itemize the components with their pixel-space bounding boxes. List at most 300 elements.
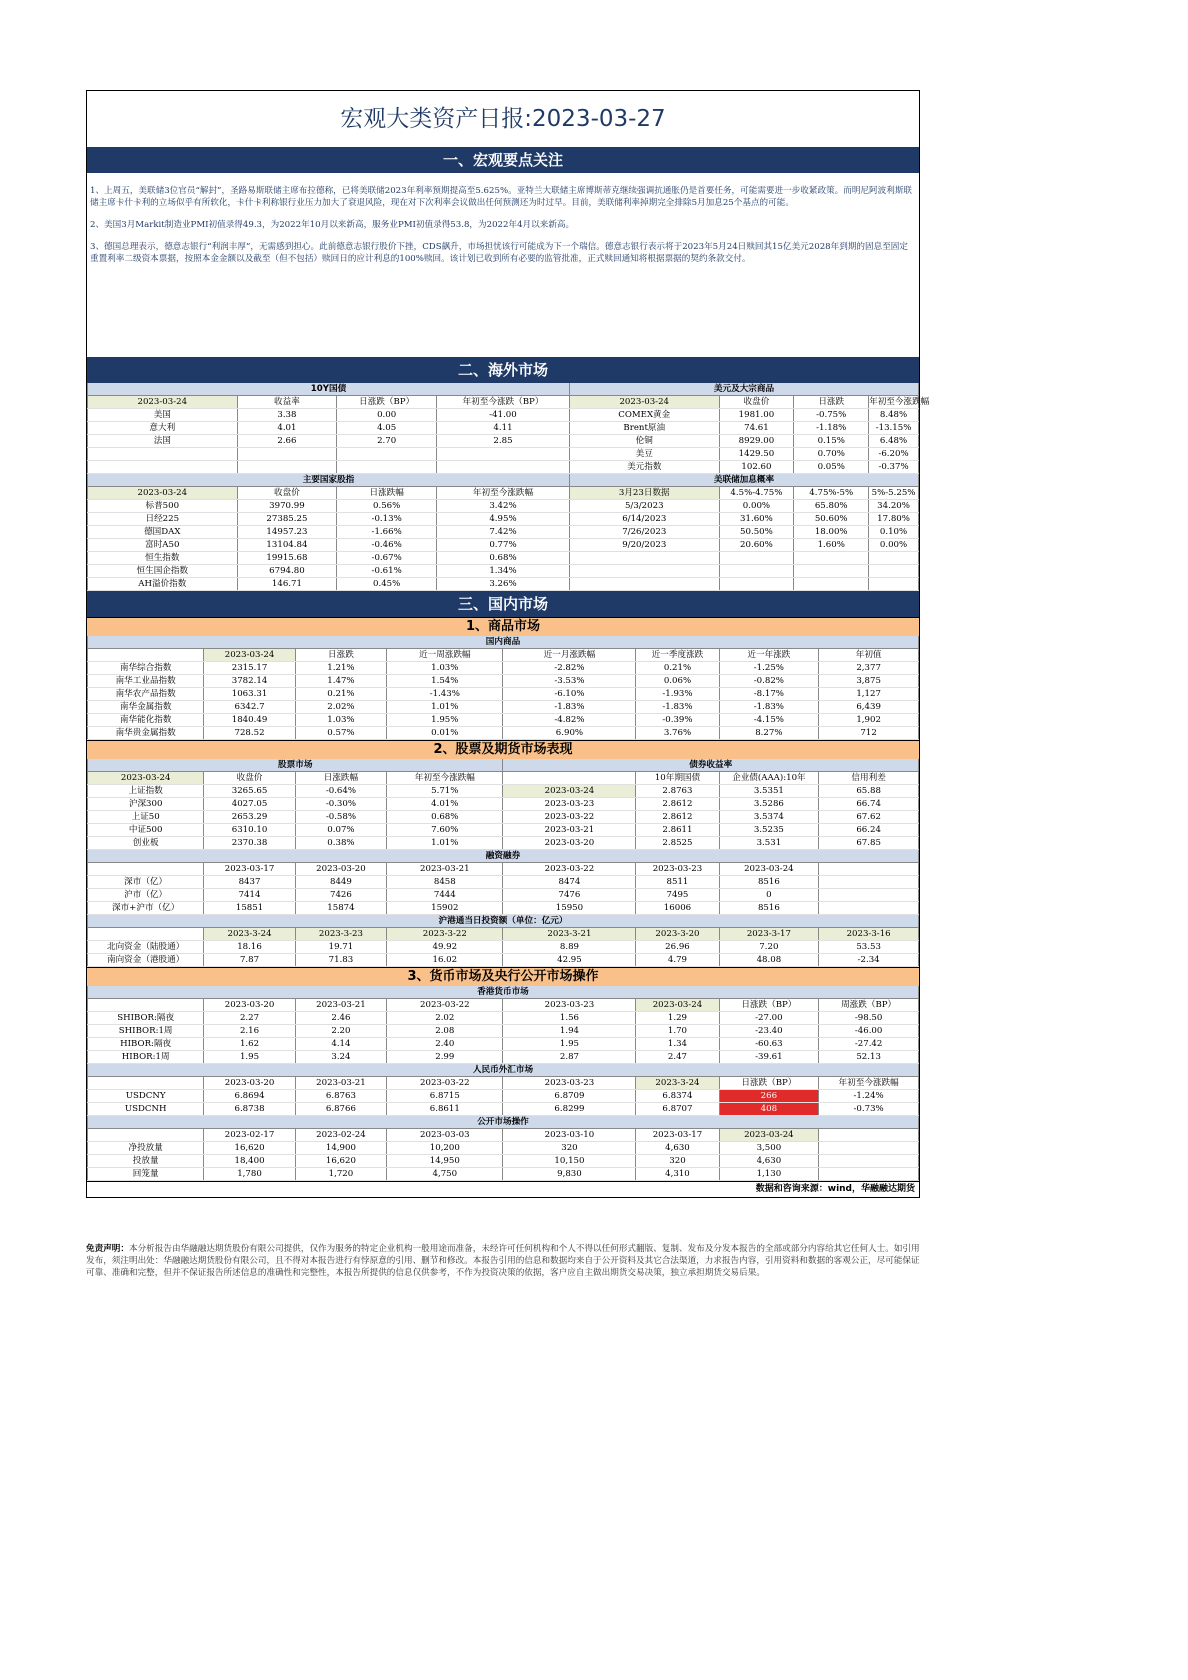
table-cell: 1.70 xyxy=(636,1025,719,1038)
column-header: 2023-03-10 xyxy=(503,1129,636,1142)
table-cell: 2.70 xyxy=(337,435,437,448)
stocks-bonds-table xyxy=(87,759,919,967)
table-cell: HIBOR:1周 xyxy=(88,1051,204,1064)
table-row xyxy=(88,1168,919,1181)
table-cell: 富时A50 xyxy=(88,539,238,552)
table-title-row xyxy=(88,383,919,396)
table-cell: 74.61 xyxy=(719,422,794,435)
table-cell: 1.56 xyxy=(503,1012,636,1025)
table-cell: 1.95% xyxy=(387,714,503,727)
table-cell: 日涨跌幅 xyxy=(337,487,437,500)
table-cell: 53.53 xyxy=(819,941,919,954)
table-cell xyxy=(437,448,570,461)
table-cell: 71.83 xyxy=(295,954,386,967)
table-cell: 7495 xyxy=(636,889,719,902)
table-cell: 4,630 xyxy=(719,1155,819,1168)
table-cell: -27.00 xyxy=(719,1012,819,1025)
table-cell: 1.95 xyxy=(204,1051,295,1064)
table-cell xyxy=(719,552,794,565)
table-cell: -1.43% xyxy=(387,688,503,701)
table-cell: 2.20 xyxy=(295,1025,386,1038)
column-header: 2023-3-21 xyxy=(503,928,636,941)
table-cell: 8474 xyxy=(503,876,636,889)
table-cell: 法国 xyxy=(88,435,238,448)
column-header xyxy=(88,863,204,876)
table-cell: USDCNY xyxy=(88,1090,204,1103)
table-cell: 2.8611 xyxy=(636,824,719,837)
table-cell: 2.8612 xyxy=(636,798,719,811)
table-cell: 2.08 xyxy=(387,1025,503,1038)
table-cell: 6.8299 xyxy=(503,1103,636,1116)
table-cell: 日经225 xyxy=(88,513,238,526)
table-cell: 2.99 xyxy=(387,1051,503,1064)
table-row xyxy=(88,409,919,422)
table-cell xyxy=(794,565,869,578)
table-cell: 52.13 xyxy=(819,1051,919,1064)
table-cell: 3.5351 xyxy=(719,785,819,798)
table-cell: 恒生国企指数 xyxy=(88,565,238,578)
table-cell: 6.8715 xyxy=(387,1090,503,1103)
table-cell: 16,620 xyxy=(204,1142,295,1155)
table-cell: 1.34 xyxy=(636,1038,719,1051)
table-cell: -0.64% xyxy=(295,785,386,798)
table-cell: 创业板 xyxy=(88,837,204,850)
table-cell: 8.48% xyxy=(869,409,919,422)
table-cell: 意大利 xyxy=(88,422,238,435)
table-cell: 1.62 xyxy=(204,1038,295,1051)
table-cell: 0.21% xyxy=(636,662,719,675)
column-header: 日涨跌 xyxy=(295,649,386,662)
table-cell: 日涨跌（BP） xyxy=(337,396,437,409)
table-cell: SHIBOR:1周 xyxy=(88,1025,204,1038)
table-cell: 16006 xyxy=(636,902,719,915)
table-cell: 2.8612 xyxy=(636,811,719,824)
table-title-row xyxy=(88,474,919,487)
table-cell: 0.56% xyxy=(337,500,437,513)
table-cell: 6.90% xyxy=(503,727,636,740)
table-cell: 67.62 xyxy=(819,811,919,824)
table-row xyxy=(88,876,919,889)
table-header-row xyxy=(88,396,919,409)
table-row xyxy=(88,1012,919,1025)
table-cell: 7.60% xyxy=(387,824,503,837)
table-cell: 18.16 xyxy=(204,941,295,954)
table-title: 沪港通当日投资额（单位：亿元） xyxy=(88,915,919,928)
money-market-table xyxy=(87,986,919,1181)
table-cell: 18,400 xyxy=(204,1155,295,1168)
report-title: 宏观大类资产日报:2023-03-27 xyxy=(340,106,666,132)
table-cell: 320 xyxy=(503,1142,636,1155)
table-row xyxy=(88,889,919,902)
table-title: 主要国家股指 xyxy=(88,474,570,487)
table-cell xyxy=(88,461,238,474)
table-cell: 美豆 xyxy=(569,448,719,461)
column-header xyxy=(88,1077,204,1090)
table-cell: -0.75% xyxy=(794,409,869,422)
table-title-row xyxy=(88,1064,919,1077)
table-cell: -0.30% xyxy=(295,798,386,811)
table-cell: 2.87 xyxy=(503,1051,636,1064)
table-cell: 中证500 xyxy=(88,824,204,837)
table-row xyxy=(88,513,919,526)
table-cell: -1.25% xyxy=(719,662,819,675)
table-row xyxy=(88,448,919,461)
column-header xyxy=(88,649,204,662)
table-cell: 0.68% xyxy=(437,552,570,565)
table-cell: 0.57% xyxy=(295,727,386,740)
table-cell: 3782.14 xyxy=(204,675,295,688)
table-cell: 0.07% xyxy=(295,824,386,837)
table-cell: 8458 xyxy=(387,876,503,889)
table-cell: 1981.00 xyxy=(719,409,794,422)
column-header: 2023-03-21 xyxy=(295,1077,386,1090)
table-cell: 14,900 xyxy=(295,1142,386,1155)
table-row xyxy=(88,941,919,954)
table-row xyxy=(88,565,919,578)
table-header-row xyxy=(88,999,919,1012)
table-cell: 2.46 xyxy=(295,1012,386,1025)
table-title: 股票市场 xyxy=(88,759,503,772)
table-cell: 2,377 xyxy=(819,662,919,675)
table-cell: 0.15% xyxy=(794,435,869,448)
table-cell: 4.11 xyxy=(437,422,570,435)
table-cell xyxy=(337,461,437,474)
column-header: 2023-03-20 xyxy=(204,1077,295,1090)
table-cell: -2.82% xyxy=(503,662,636,675)
table-row xyxy=(88,662,919,675)
table-cell: 0.05% xyxy=(794,461,869,474)
table-cell: 19915.68 xyxy=(237,552,337,565)
table-cell: 0.06% xyxy=(636,675,719,688)
table-title: 香港货币市场 xyxy=(88,986,919,999)
table-cell xyxy=(337,448,437,461)
table-cell: 年初至今涨跌（BP） xyxy=(437,396,570,409)
table-cell: 收盘价 xyxy=(719,396,794,409)
table-cell: 14,950 xyxy=(387,1155,503,1168)
table-title: 融资融券 xyxy=(88,850,919,863)
table-cell: 6.8763 xyxy=(295,1090,386,1103)
table-cell: 收益率 xyxy=(237,396,337,409)
table-cell: -0.46% xyxy=(337,539,437,552)
table-cell: 南华金属指数 xyxy=(88,701,204,714)
table-cell: 回笼量 xyxy=(88,1168,204,1181)
column-header: 2023-03-24 xyxy=(204,649,295,662)
table-cell: 10,200 xyxy=(387,1142,503,1155)
table-row xyxy=(88,714,919,727)
table-cell: 深市+沪市（亿） xyxy=(88,902,204,915)
table-cell: 67.85 xyxy=(819,837,919,850)
table-cell: 4.95% xyxy=(437,513,570,526)
table-cell xyxy=(869,565,919,578)
table-cell: COMEX黄金 xyxy=(569,409,719,422)
column-header: 10年期国债 xyxy=(636,772,719,785)
table-cell: SHIBOR:隔夜 xyxy=(88,1012,204,1025)
column-header: 2023-03-24 xyxy=(719,1129,819,1142)
table-cell: -1.18% xyxy=(794,422,869,435)
table-cell: -0.73% xyxy=(819,1103,919,1116)
table-cell: -60.63 xyxy=(719,1038,819,1051)
table-row xyxy=(88,1155,919,1168)
column-header: 日涨跌幅 xyxy=(295,772,386,785)
column-header: 2023-3-23 xyxy=(295,928,386,941)
table-cell: 德国DAX xyxy=(88,526,238,539)
table-cell: 1.34% xyxy=(437,565,570,578)
table-cell: -41.00 xyxy=(437,409,570,422)
table-cell: 7.87 xyxy=(204,954,295,967)
table-cell: 3,500 xyxy=(719,1142,819,1155)
table-header-row xyxy=(88,487,919,500)
column-header xyxy=(819,1129,919,1142)
table-cell: 2.8763 xyxy=(636,785,719,798)
column-header: 信用利差 xyxy=(819,772,919,785)
table-cell: 年初至今涨跌幅 xyxy=(437,487,570,500)
column-header: 近一季度涨跌 xyxy=(636,649,719,662)
table-cell: 146.71 xyxy=(237,578,337,591)
table-cell: -0.67% xyxy=(337,552,437,565)
table-cell: 66.74 xyxy=(819,798,919,811)
table-cell xyxy=(719,578,794,591)
table-title: 公开市场操作 xyxy=(88,1116,919,1129)
table-cell: 日涨跌 xyxy=(794,396,869,409)
table-cell xyxy=(237,461,337,474)
table-cell: 50.50% xyxy=(719,526,794,539)
report-sheet xyxy=(86,90,930,1198)
table-cell: USDCNH xyxy=(88,1103,204,1116)
table-cell: 1840.49 xyxy=(204,714,295,727)
table-cell: 0.21% xyxy=(295,688,386,701)
column-header: 2023-3-16 xyxy=(819,928,919,941)
table-cell: 15874 xyxy=(295,902,386,915)
table-cell xyxy=(819,876,919,889)
table-cell: 7.20 xyxy=(719,941,819,954)
table-cell: 31.60% xyxy=(719,513,794,526)
column-header: 2023-03-24 xyxy=(636,999,719,1012)
table-row xyxy=(88,954,919,967)
table-cell: 2.27 xyxy=(204,1012,295,1025)
table-title: 人民币外汇市场 xyxy=(88,1064,919,1077)
table-cell: 4.05 xyxy=(337,422,437,435)
table-cell: 6794.80 xyxy=(237,565,337,578)
table-cell: 3970.99 xyxy=(237,500,337,513)
table-cell: 2.8525 xyxy=(636,837,719,850)
table-cell: 27385.25 xyxy=(237,513,337,526)
table-cell: 19.71 xyxy=(295,941,386,954)
table-row xyxy=(88,824,919,837)
table-cell xyxy=(819,902,919,915)
column-header: 2023-02-24 xyxy=(295,1129,386,1142)
column-header: 2023-03-23 xyxy=(636,863,719,876)
table-cell: 3.42% xyxy=(437,500,570,513)
column-header: 2023-02-17 xyxy=(204,1129,295,1142)
table-cell: 1.01% xyxy=(387,701,503,714)
disclaimer-label: 免责声明： xyxy=(86,1244,129,1254)
column-header: 年初值 xyxy=(819,649,919,662)
table-cell: 1,902 xyxy=(819,714,919,727)
disclaimer xyxy=(86,1243,920,1279)
table-cell: 6.8707 xyxy=(636,1103,719,1116)
table-row xyxy=(88,902,919,915)
table-cell: 2653.29 xyxy=(204,811,295,824)
column-header: 日涨跌（BP） xyxy=(719,1077,819,1090)
table-cell: 年初至今涨跌幅 xyxy=(869,397,930,407)
column-header: 近一月涨跌幅 xyxy=(503,649,636,662)
table-cell: 14957.23 xyxy=(237,526,337,539)
table-cell xyxy=(819,1155,919,1168)
table-cell: -6.10% xyxy=(503,688,636,701)
table-cell: 6310.10 xyxy=(204,824,295,837)
table-cell: 1.54% xyxy=(387,675,503,688)
table-cell: 美国 xyxy=(88,409,238,422)
table-cell: 6.8611 xyxy=(387,1103,503,1116)
table-cell: 1.60% xyxy=(794,539,869,552)
column-header: 日涨跌（BP） xyxy=(719,999,819,1012)
table-cell: 4.01% xyxy=(387,798,503,811)
table-title-row xyxy=(88,759,919,772)
table-title-row xyxy=(88,986,919,999)
table-cell: -1.83% xyxy=(636,701,719,714)
table-cell: 15950 xyxy=(503,902,636,915)
table-title: 10Y国债 xyxy=(88,383,570,396)
table-cell: 16.02 xyxy=(387,954,503,967)
table-cell xyxy=(869,552,919,565)
table-header-row xyxy=(88,928,919,941)
table-cell: 2023-03-23 xyxy=(503,798,636,811)
table-cell: 南华工业品指数 xyxy=(88,675,204,688)
column-header: 2023-03-21 xyxy=(295,999,386,1012)
table-cell: 3.24 xyxy=(295,1051,386,1064)
table-row xyxy=(88,578,919,591)
table-row xyxy=(88,1038,919,1051)
domestic-commodity-table xyxy=(87,636,919,740)
section-overseas: 二、海外市场 xyxy=(87,357,919,383)
table-row xyxy=(88,688,919,701)
table-cell: 2.47 xyxy=(636,1051,719,1064)
table-cell xyxy=(569,565,719,578)
table-cell: 266 xyxy=(719,1090,819,1103)
table-cell: 20.60% xyxy=(719,539,794,552)
table-cell: 6.8709 xyxy=(503,1090,636,1103)
table-cell xyxy=(237,448,337,461)
table-cell: 3.76% xyxy=(636,727,719,740)
table-cell: 1.95 xyxy=(503,1038,636,1051)
table-cell: 66.24 xyxy=(819,824,919,837)
subsection-commodity: 1、商品市场 xyxy=(87,617,919,636)
column-header: 2023-03-22 xyxy=(503,863,636,876)
table-cell xyxy=(819,1168,919,1181)
table-title-row xyxy=(88,636,919,649)
table-cell: 2023-03-24 xyxy=(503,785,636,798)
table-cell: -98.50 xyxy=(819,1012,919,1025)
table-cell: 南华综合指数 xyxy=(88,662,204,675)
table-cell: 10,150 xyxy=(503,1155,636,1168)
table-cell: 15902 xyxy=(387,902,503,915)
table-cell: 7414 xyxy=(204,889,295,902)
table-cell: 0.77% xyxy=(437,539,570,552)
table-cell: 0.00% xyxy=(869,539,919,552)
table-cell: 1.29 xyxy=(636,1012,719,1025)
column-header xyxy=(88,1129,204,1142)
table-row xyxy=(88,675,919,688)
table-cell: 净投放量 xyxy=(88,1142,204,1155)
table-cell: 4.01 xyxy=(237,422,337,435)
subsection-money-market: 3、货币市场及央行公开市场操作 xyxy=(87,967,919,986)
table-cell xyxy=(794,578,869,591)
column-header: 2023-03-17 xyxy=(636,1129,719,1142)
table-cell: 2023-03-24 xyxy=(569,396,719,409)
table-cell: 1,720 xyxy=(295,1168,386,1181)
table-cell: 6,439 xyxy=(819,701,919,714)
table-cell: 南华能化指数 xyxy=(88,714,204,727)
table-cell: 8516 xyxy=(719,902,819,915)
table-cell: 7.42% xyxy=(437,526,570,539)
data-source: 数据和咨询来源：wind，华融融达期货 xyxy=(87,1181,919,1197)
column-header: 2023-3-22 xyxy=(387,928,503,941)
table-cell: 4.14 xyxy=(295,1038,386,1051)
table-cell: -6.20% xyxy=(869,448,919,461)
column-header: 2023-03-20 xyxy=(204,999,295,1012)
table-cell: 3.531 xyxy=(719,837,819,850)
table-cell: 2023-03-24 xyxy=(88,487,238,500)
table-cell: 7444 xyxy=(387,889,503,902)
table-title: 美联储加息概率 xyxy=(569,474,918,487)
table-row xyxy=(88,539,919,552)
table-cell: 0.38% xyxy=(295,837,386,850)
subsection-stocks-futures: 2、股票及期货市场表现 xyxy=(87,740,919,759)
table-row xyxy=(88,837,919,850)
table-cell: 0.68% xyxy=(387,811,503,824)
column-header: 2023-03-21 xyxy=(387,863,503,876)
table-cell: 收盘价 xyxy=(237,487,337,500)
table-cell: 3.5286 xyxy=(719,798,819,811)
table-row xyxy=(88,1142,919,1155)
table-cell: 65.88 xyxy=(819,785,919,798)
table-cell: 7476 xyxy=(503,889,636,902)
table-cell: 728.52 xyxy=(204,727,295,740)
table-row xyxy=(88,500,919,513)
table-cell: 2.40 xyxy=(387,1038,503,1051)
table-cell: -13.15% xyxy=(869,422,919,435)
table-cell: 0.01% xyxy=(387,727,503,740)
column-header xyxy=(819,863,919,876)
column-header: 2023-3-24 xyxy=(204,928,295,941)
table-cell: HIBOR:隔夜 xyxy=(88,1038,204,1051)
table-cell: 5%-5.25% xyxy=(869,487,919,500)
table-cell: 6.8374 xyxy=(636,1090,719,1103)
table-cell: 3,875 xyxy=(819,675,919,688)
table-cell: 6342.7 xyxy=(204,701,295,714)
table-header-row xyxy=(88,772,919,785)
table-cell: 49.92 xyxy=(387,941,503,954)
table-cell: 4,630 xyxy=(636,1142,719,1155)
table-cell: 0.00% xyxy=(719,500,794,513)
table-cell: 4,750 xyxy=(387,1168,503,1181)
table-row xyxy=(88,526,919,539)
table-cell: 102.60 xyxy=(719,461,794,474)
table-cell: -0.13% xyxy=(337,513,437,526)
table-cell: 沪深300 xyxy=(88,798,204,811)
table-cell: 3.26% xyxy=(437,578,570,591)
table-row xyxy=(88,727,919,740)
column-header: 2023-03-23 xyxy=(503,1077,636,1090)
table-cell xyxy=(88,448,238,461)
table-cell: 2370.38 xyxy=(204,837,295,850)
table-cell: 1.94 xyxy=(503,1025,636,1038)
table-cell: 26.96 xyxy=(636,941,719,954)
table-title: 债券收益率 xyxy=(503,759,919,772)
table-cell: 9,830 xyxy=(503,1168,636,1181)
table-cell: Brent原油 xyxy=(569,422,719,435)
column-header: 2023-03-22 xyxy=(387,1077,503,1090)
